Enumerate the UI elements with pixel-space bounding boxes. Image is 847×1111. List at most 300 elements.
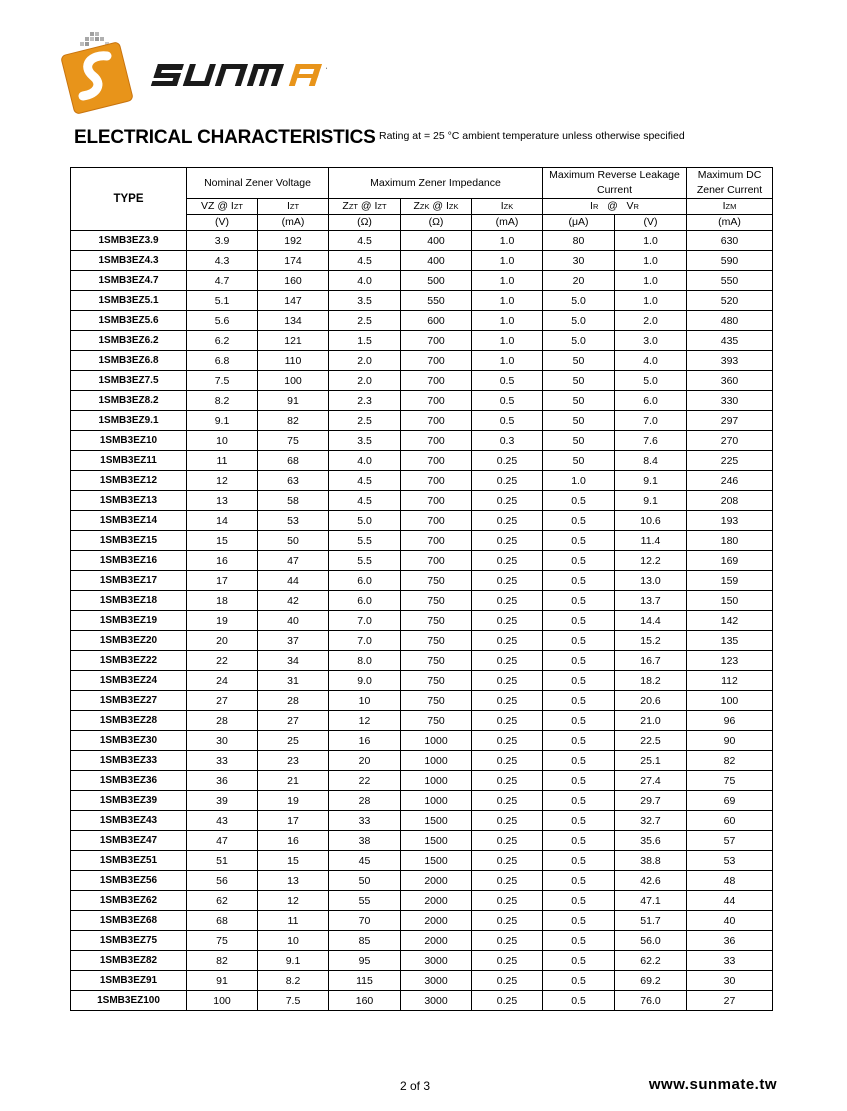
cell-zzt: 5.0 (329, 511, 401, 531)
cell-ir: 0.5 (543, 791, 615, 811)
cell-ir: 0.5 (543, 711, 615, 731)
cell-izk: 0.25 (472, 451, 543, 471)
cell-vr: 42.6 (615, 871, 687, 891)
table-row (71, 771, 773, 791)
cell-zzt: 4.5 (329, 491, 401, 511)
cell-zzt: 2.5 (329, 311, 401, 331)
table-row (71, 671, 773, 691)
cell-zzk: 1500 (401, 831, 472, 851)
cell-zzk: 2000 (401, 871, 472, 891)
cell-type: 1SMB3EZ68 (71, 911, 187, 931)
cell-izk: 0.25 (472, 871, 543, 891)
cell-ir: 80 (543, 231, 615, 251)
cell-izk: 0.25 (472, 991, 543, 1011)
cell-izt: 147 (258, 291, 329, 311)
cell-izt: 134 (258, 311, 329, 331)
cell-type: 1SMB3EZ6.2 (71, 331, 187, 351)
website-url: www.sunmate.tw (648, 1076, 777, 1093)
cell-zzk: 550 (401, 291, 472, 311)
table-row (71, 631, 773, 651)
table-row (71, 911, 773, 931)
cell-izk: 0.25 (472, 711, 543, 731)
cell-vz: 56 (187, 871, 258, 891)
cell-izm: 159 (687, 571, 773, 591)
cell-zzt: 3.5 (329, 291, 401, 311)
cell-zzt: 50 (329, 871, 401, 891)
table-row (71, 591, 773, 611)
cell-zzt: 95 (329, 951, 401, 971)
cell-type: 1SMB3EZ91 (71, 971, 187, 991)
table-row (71, 231, 773, 251)
table-body (71, 231, 773, 1011)
cell-izk: 0.25 (472, 611, 543, 631)
cell-type: 1SMB3EZ19 (71, 611, 187, 631)
cell-izk: 0.25 (472, 931, 543, 951)
cell-vz: 100 (187, 991, 258, 1011)
cell-vz: 16 (187, 551, 258, 571)
cell-izm: 142 (687, 611, 773, 631)
cell-zzk: 600 (401, 311, 472, 331)
cell-izt: 23 (258, 751, 329, 771)
cell-zzt: 160 (329, 991, 401, 1011)
cell-zzt: 5.5 (329, 531, 401, 551)
cell-izt: 34 (258, 651, 329, 671)
cell-type: 1SMB3EZ15 (71, 531, 187, 551)
cell-vz: 4.7 (187, 271, 258, 291)
cell-izt: 16 (258, 831, 329, 851)
cell-type: 1SMB3EZ5.6 (71, 311, 187, 331)
cell-type: 1SMB3EZ4.3 (71, 251, 187, 271)
cell-ir: 0.5 (543, 931, 615, 951)
cell-izm: 630 (687, 231, 773, 251)
cell-zzt: 4.5 (329, 231, 401, 251)
cell-type: 1SMB3EZ36 (71, 771, 187, 791)
maximum-dc-zener-current-header: Maximum DC Zener Current (687, 168, 773, 199)
cell-zzt: 4.5 (329, 471, 401, 491)
cell-zzt: 4.0 (329, 451, 401, 471)
unit-izk: (mA) (472, 215, 543, 231)
cell-zzk: 750 (401, 711, 472, 731)
cell-izt: 50 (258, 531, 329, 551)
cell-izt: 174 (258, 251, 329, 271)
cell-type: 1SMB3EZ39 (71, 791, 187, 811)
cell-zzk: 400 (401, 231, 472, 251)
cell-vz: 5.6 (187, 311, 258, 331)
cell-type: 1SMB3EZ22 (71, 651, 187, 671)
cell-vz: 6.2 (187, 331, 258, 351)
table-row (71, 691, 773, 711)
cell-vz: 43 (187, 811, 258, 831)
table-row (71, 791, 773, 811)
cell-zzk: 400 (401, 251, 472, 271)
cell-zzk: 700 (401, 431, 472, 451)
cell-izt: 110 (258, 351, 329, 371)
symbol-zzt: ZZT @ IZT (329, 199, 401, 215)
cell-izt: 28 (258, 691, 329, 711)
cell-type: 1SMB3EZ33 (71, 751, 187, 771)
cell-izk: 0.25 (472, 971, 543, 991)
cell-izm: 393 (687, 351, 773, 371)
table-row (71, 511, 773, 531)
cell-zzt: 12 (329, 711, 401, 731)
cell-zzt: 2.0 (329, 351, 401, 371)
table-row (71, 971, 773, 991)
table-row (71, 551, 773, 571)
unit-zzk: (Ω) (401, 215, 472, 231)
cell-vr: 62.2 (615, 951, 687, 971)
cell-zzk: 1000 (401, 791, 472, 811)
cell-izt: 21 (258, 771, 329, 791)
cell-izm: 75 (687, 771, 773, 791)
cell-izm: 90 (687, 731, 773, 751)
cell-ir: 0.5 (543, 691, 615, 711)
company-logo (57, 30, 327, 114)
cell-zzt: 2.5 (329, 411, 401, 431)
table-row (71, 371, 773, 391)
rating-note: Rating at = 25 °C ambient temperature unless otherwise specified (379, 130, 685, 142)
cell-zzk: 700 (401, 351, 472, 371)
cell-vz: 4.3 (187, 251, 258, 271)
unit-ir: (μA) (543, 215, 615, 231)
cell-izk: 0.25 (472, 471, 543, 491)
cell-vz: 8.2 (187, 391, 258, 411)
cell-type: 1SMB3EZ100 (71, 991, 187, 1011)
cell-type: 1SMB3EZ13 (71, 491, 187, 511)
cell-izm: 180 (687, 531, 773, 551)
cell-izk: 0.25 (472, 811, 543, 831)
cell-vz: 11 (187, 451, 258, 471)
table-row (71, 531, 773, 551)
cell-vr: 20.6 (615, 691, 687, 711)
cell-zzt: 10 (329, 691, 401, 711)
cell-ir: 0.5 (543, 491, 615, 511)
cell-type: 1SMB3EZ10 (71, 431, 187, 451)
cell-vz: 91 (187, 971, 258, 991)
cell-izt: 37 (258, 631, 329, 651)
cell-vz: 9.1 (187, 411, 258, 431)
table-row (71, 251, 773, 271)
cell-zzk: 750 (401, 671, 472, 691)
cell-izk: 0.3 (472, 431, 543, 451)
cell-vr: 7.0 (615, 411, 687, 431)
cell-zzt: 5.5 (329, 551, 401, 571)
cell-zzk: 750 (401, 571, 472, 591)
table-row (71, 731, 773, 751)
cell-vr: 29.7 (615, 791, 687, 811)
cell-izk: 0.25 (472, 531, 543, 551)
cell-type: 1SMB3EZ5.1 (71, 291, 187, 311)
unit-vr: (V) (615, 215, 687, 231)
cell-vr: 56.0 (615, 931, 687, 951)
cell-zzk: 1500 (401, 811, 472, 831)
cell-izt: 160 (258, 271, 329, 291)
cell-vz: 5.1 (187, 291, 258, 311)
cell-zzk: 700 (401, 491, 472, 511)
cell-izk: 1.0 (472, 331, 543, 351)
cell-vz: 51 (187, 851, 258, 871)
cell-type: 1SMB3EZ14 (71, 511, 187, 531)
cell-zzk: 3000 (401, 951, 472, 971)
cell-izt: 19 (258, 791, 329, 811)
cell-izm: 30 (687, 971, 773, 991)
cell-zzt: 8.0 (329, 651, 401, 671)
cell-zzk: 750 (401, 631, 472, 651)
cell-izm: 60 (687, 811, 773, 831)
cell-zzt: 33 (329, 811, 401, 831)
cell-izm: 48 (687, 871, 773, 891)
cell-zzt: 85 (329, 931, 401, 951)
cell-zzk: 1000 (401, 771, 472, 791)
cell-zzk: 700 (401, 331, 472, 351)
cell-izk: 0.25 (472, 771, 543, 791)
page-number: 2 of 3 (400, 1079, 431, 1093)
table-row (71, 851, 773, 871)
cell-vz: 14 (187, 511, 258, 531)
cell-ir: 0.5 (543, 511, 615, 531)
cell-ir: 0.5 (543, 731, 615, 751)
cell-izk: 0.25 (472, 731, 543, 751)
cell-zzk: 2000 (401, 911, 472, 931)
table-header (71, 168, 773, 231)
cell-type: 1SMB3EZ24 (71, 671, 187, 691)
cell-vz: 7.5 (187, 371, 258, 391)
cell-vz: 6.8 (187, 351, 258, 371)
cell-izt: 31 (258, 671, 329, 691)
table-row (71, 271, 773, 291)
cell-zzt: 45 (329, 851, 401, 871)
cell-zzk: 700 (401, 551, 472, 571)
cell-zzk: 700 (401, 511, 472, 531)
cell-izk: 1.0 (472, 251, 543, 271)
cell-vz: 18 (187, 591, 258, 611)
cell-vr: 35.6 (615, 831, 687, 851)
cell-izt: 7.5 (258, 991, 329, 1011)
cell-type: 1SMB3EZ75 (71, 931, 187, 951)
symbol-izm: IZM (687, 199, 773, 215)
cell-zzt: 38 (329, 831, 401, 851)
cell-ir: 0.5 (543, 991, 615, 1011)
cell-type: 1SMB3EZ20 (71, 631, 187, 651)
cell-zzt: 2.3 (329, 391, 401, 411)
cell-izt: 42 (258, 591, 329, 611)
cell-vr: 8.4 (615, 451, 687, 471)
cell-izm: 82 (687, 751, 773, 771)
cell-izk: 0.25 (472, 851, 543, 871)
cell-ir: 0.5 (543, 651, 615, 671)
cell-vr: 1.0 (615, 251, 687, 271)
cell-ir: 0.5 (543, 911, 615, 931)
cell-izt: 82 (258, 411, 329, 431)
cell-vz: 47 (187, 831, 258, 851)
cell-izm: 208 (687, 491, 773, 511)
cell-zzt: 16 (329, 731, 401, 751)
cell-ir: 0.5 (543, 771, 615, 791)
symbol-zzk: ZZK @ IZK (401, 199, 472, 215)
cell-izk: 0.5 (472, 411, 543, 431)
cell-zzt: 22 (329, 771, 401, 791)
cell-vr: 10.6 (615, 511, 687, 531)
cell-vz: 24 (187, 671, 258, 691)
cell-zzt: 20 (329, 751, 401, 771)
cell-zzk: 700 (401, 531, 472, 551)
symbol-ir-vr: IR @ VR (543, 199, 687, 215)
cell-vr: 7.6 (615, 431, 687, 451)
cell-vz: 30 (187, 731, 258, 751)
cell-ir: 0.5 (543, 971, 615, 991)
cell-ir: 0.5 (543, 551, 615, 571)
cell-ir: 0.5 (543, 871, 615, 891)
cell-izm: 40 (687, 911, 773, 931)
cell-vz: 68 (187, 911, 258, 931)
cell-izt: 75 (258, 431, 329, 451)
cell-vr: 3.0 (615, 331, 687, 351)
cell-izt: 68 (258, 451, 329, 471)
cell-izm: 112 (687, 671, 773, 691)
cell-ir: 5.0 (543, 311, 615, 331)
cell-izk: 0.25 (472, 551, 543, 571)
table-row (71, 571, 773, 591)
cell-izt: 9.1 (258, 951, 329, 971)
type-header: TYPE (71, 168, 187, 231)
cell-zzk: 750 (401, 611, 472, 631)
cell-zzt: 1.5 (329, 331, 401, 351)
table-row (71, 751, 773, 771)
cell-ir: 50 (543, 411, 615, 431)
maximum-reverse-leakage-header: Maximum Reverse Leakage Current (543, 168, 687, 199)
cell-zzt: 9.0 (329, 671, 401, 691)
cell-vr: 32.7 (615, 811, 687, 831)
cell-type: 1SMB3EZ8.2 (71, 391, 187, 411)
cell-izt: 47 (258, 551, 329, 571)
cell-vr: 5.0 (615, 371, 687, 391)
cell-izm: 297 (687, 411, 773, 431)
cell-type: 1SMB3EZ82 (71, 951, 187, 971)
cell-vz: 15 (187, 531, 258, 551)
cell-izt: 58 (258, 491, 329, 511)
cell-zzk: 2000 (401, 931, 472, 951)
cell-ir: 0.5 (543, 631, 615, 651)
cell-izm: 150 (687, 591, 773, 611)
cell-ir: 50 (543, 431, 615, 451)
cell-vr: 2.0 (615, 311, 687, 331)
cell-izk: 0.25 (472, 791, 543, 811)
cell-zzk: 700 (401, 451, 472, 471)
cell-vz: 33 (187, 751, 258, 771)
cell-vr: 6.0 (615, 391, 687, 411)
cell-type: 1SMB3EZ51 (71, 851, 187, 871)
electrical-characteristics-table (70, 167, 773, 1011)
cell-zzt: 4.0 (329, 271, 401, 291)
cell-izk: 0.25 (472, 631, 543, 651)
cell-izk: 0.25 (472, 651, 543, 671)
cell-izt: 91 (258, 391, 329, 411)
cell-izk: 0.25 (472, 951, 543, 971)
cell-izm: 169 (687, 551, 773, 571)
cell-vr: 13.7 (615, 591, 687, 611)
cell-zzk: 700 (401, 411, 472, 431)
section-title: ELECTRICAL CHARACTERISTICS (74, 127, 376, 148)
cell-izt: 11 (258, 911, 329, 931)
cell-ir: 0.5 (543, 951, 615, 971)
table-row (71, 471, 773, 491)
cell-type: 1SMB3EZ7.5 (71, 371, 187, 391)
cell-zzt: 7.0 (329, 611, 401, 631)
cell-ir: 5.0 (543, 331, 615, 351)
cell-izm: 193 (687, 511, 773, 531)
cell-zzk: 1500 (401, 851, 472, 871)
cell-zzk: 3000 (401, 971, 472, 991)
cell-izk: 1.0 (472, 311, 543, 331)
cell-zzk: 750 (401, 691, 472, 711)
table-row (71, 391, 773, 411)
cell-izt: 63 (258, 471, 329, 491)
cell-type: 1SMB3EZ62 (71, 891, 187, 911)
cell-ir: 0.5 (543, 571, 615, 591)
maximum-zener-impedance-header: Maximum Zener Impedance (329, 168, 543, 199)
cell-type: 1SMB3EZ18 (71, 591, 187, 611)
cell-zzt: 115 (329, 971, 401, 991)
cell-vr: 18.2 (615, 671, 687, 691)
cell-izt: 10 (258, 931, 329, 951)
table-row (71, 991, 773, 1011)
cell-izk: 0.25 (472, 831, 543, 851)
table-row (71, 871, 773, 891)
cell-zzk: 700 (401, 471, 472, 491)
cell-type: 1SMB3EZ9.1 (71, 411, 187, 431)
cell-ir: 20 (543, 271, 615, 291)
cell-type: 1SMB3EZ11 (71, 451, 187, 471)
table-row (71, 831, 773, 851)
cell-vz: 17 (187, 571, 258, 591)
table-row (71, 331, 773, 351)
cell-izt: 121 (258, 331, 329, 351)
cell-izm: 480 (687, 311, 773, 331)
cell-vz: 82 (187, 951, 258, 971)
cell-izm: 27 (687, 991, 773, 1011)
cell-type: 1SMB3EZ27 (71, 691, 187, 711)
cell-ir: 30 (543, 251, 615, 271)
cell-vz: 27 (187, 691, 258, 711)
cell-vz: 20 (187, 631, 258, 651)
table-row (71, 351, 773, 371)
cell-izt: 27 (258, 711, 329, 731)
cell-vr: 27.4 (615, 771, 687, 791)
cell-izk: 0.25 (472, 891, 543, 911)
table-row (71, 291, 773, 311)
unit-vz: (V) (187, 215, 258, 231)
cell-type: 1SMB3EZ12 (71, 471, 187, 491)
cell-zzt: 6.0 (329, 571, 401, 591)
cell-izk: 0.25 (472, 691, 543, 711)
table-row (71, 491, 773, 511)
table-row (71, 411, 773, 431)
cell-ir: 0.5 (543, 531, 615, 551)
cell-vz: 12 (187, 471, 258, 491)
unit-izm: (mA) (687, 215, 773, 231)
cell-izt: 13 (258, 871, 329, 891)
cell-vz: 10 (187, 431, 258, 451)
cell-vz: 3.9 (187, 231, 258, 251)
cell-vz: 62 (187, 891, 258, 911)
cell-vr: 76.0 (615, 991, 687, 1011)
table-row (71, 951, 773, 971)
cell-ir: 0.5 (543, 751, 615, 771)
cell-ir: 50 (543, 371, 615, 391)
cell-type: 1SMB3EZ28 (71, 711, 187, 731)
cell-izm: 69 (687, 791, 773, 811)
cell-izm: 435 (687, 331, 773, 351)
cell-vr: 47.1 (615, 891, 687, 911)
